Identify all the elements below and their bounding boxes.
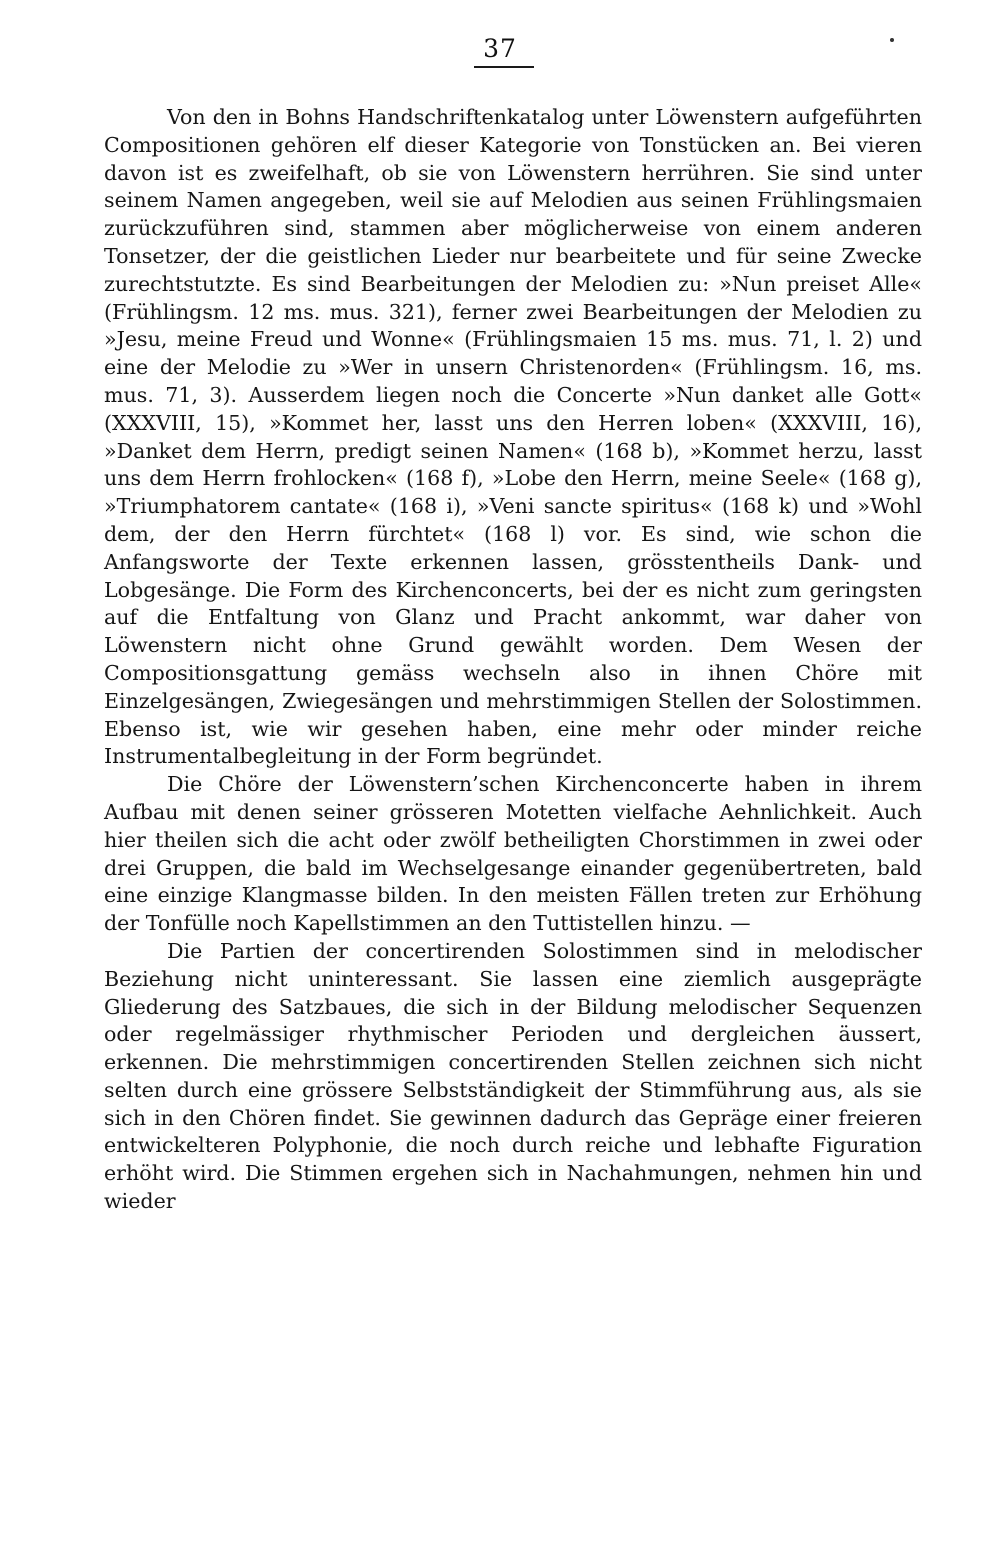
page-number: 37 bbox=[483, 34, 517, 63]
paragraph-1: Von den in Bohns Handschriftenkatalog unter Löwenstern aufgeführten Compositionen gehören elf dieser Kategorie von Tonstücken an. Bei vieren davon ist es zweifelhaft, ob sie von Löwenstern herrühren. Sie sind unter seinem Namen angegeben, weil sie auf Melodien aus seinen Frühlingsmaien zurückzuführen sind, stammen aber möglicherweise von einem anderen Tonsetzer, der die geistlichen Lieder nur bearbeitete und für seine Zwecke zurechtstutzte. Es sind Bearbeitungen der Melodien zu: »Nun preiset Alle« (Frühlingsm. 12 ms. mus. 321), ferner zwei Bearbeitungen der Melodien zu »Jesu, meine Freud und Wonne« (Frühlingsmaien 15 ms. mus. 71, l. 2) und eine der Melodie zu »Wer in unsern Christenorden« (Frühlingsm. 16, ms. mus. 71, 3). Ausserdem liegen noch die Concerte »Nun danket alle Gott« (XXXVIII, 15), »Kommet her, lasst uns den Herren loben« (XXXVIII, 16), »Danket dem Herrn, predigt seinen Namen« (168 b), »Kommet herzu, lasst uns dem Herrn frohlocken« (168 f), »Lobe den Herrn, meine Seele« (168 g), »Triumphatorem cantate« (168 i), »Veni sancte spiritus« (168 k) und »Wohl dem, der den Herrn fürchtet« (168 l) vor. Es sind, wie schon die Anfangsworte der Texte erkennen lassen, grösstentheils Dank- und Lobgesänge. Die Form des Kirchenconcerts, bei der es nicht zum geringsten auf die Entfaltung von Glanz und Pracht ankommt, war daher von Löwenstern nicht ohne Grund gewählt worden. Dem Wesen der Compositionsgattung gemäss wechseln also in ihnen Chöre mit Einzelgesängen, Zwiegesängen und mehrstimmigen Stellen der Solostimmen. Ebenso ist, wie wir gesehen haben, eine mehr oder minder reiche Instrumentalbegleitung in der Form begründet. bbox=[104, 105, 922, 769]
print-speck bbox=[890, 38, 894, 42]
body-text bbox=[104, 104, 922, 1216]
paragraph-2: Die Chöre der Löwenstern’schen Kirchenconcerte haben in ihrem Aufbau mit denen seiner grösseren Motetten vielfache Aehnlichkeit. Auch hier theilen sich die acht oder zwölf betheiligten Chorstimmen in zwei oder drei Gruppen, die bald im Wechselgesange einander gegenübertreten, bald eine einzige Klangmasse bilden. In den meisten Fällen treten zur Erhöhung der Tonfülle noch Kapellstimmen an den Tuttistellen hinzu. — bbox=[104, 772, 922, 936]
paragraph-3: Die Partien der concertirenden Solostimmen sind in melodischer Beziehung nicht uninteressant. Sie lassen eine ziemlich ausgeprägte Gliederung des Satzbaues, die sich in der Bildung melodischer Sequenzen oder regelmässiger rhythmischer Perioden und dergleichen äussert, erkennen. Die mehrstimmigen concertirenden Stellen zeichnen sich nicht selten durch eine grössere Selbstständigkeit der Stimmführung aus, als sie sich in den Chören findet. Sie gewinnen dadurch das Gepräge einer freieren entwickelteren Polyphonie, die noch durch reiche und lebhafte Figuration erhöht wird. Die Stimmen ergehen sich in Nachahmungen, nehmen hin und wieder bbox=[104, 938, 922, 1214]
header-rule bbox=[474, 66, 534, 68]
